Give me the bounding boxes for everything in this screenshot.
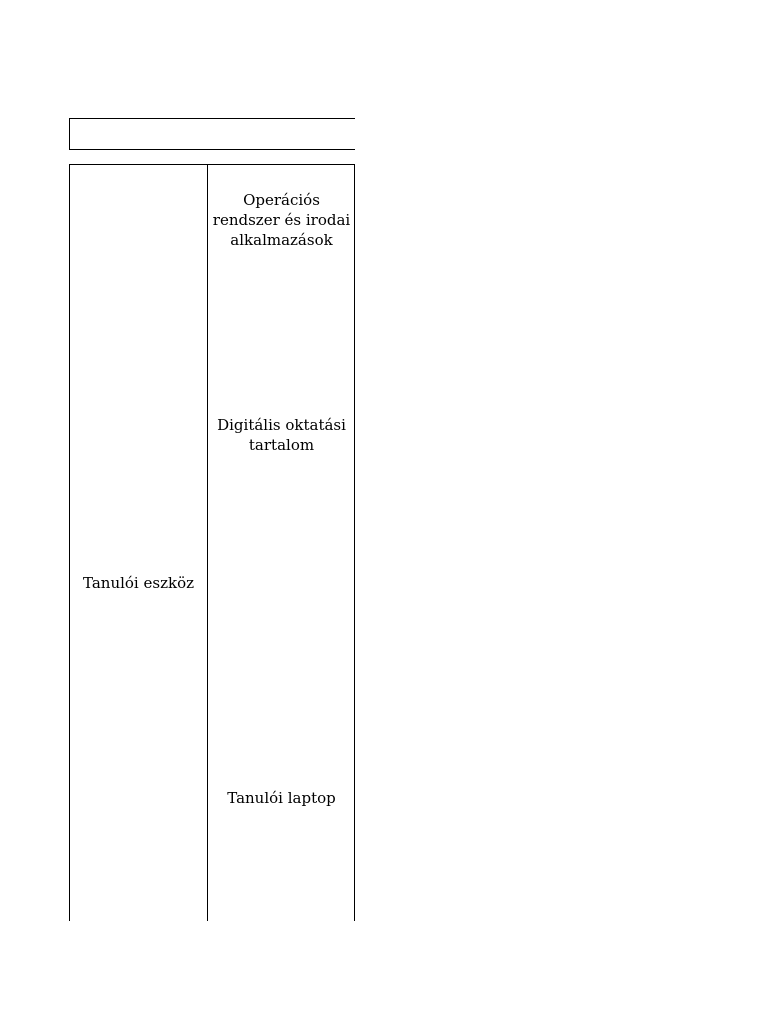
header-bar (69, 118, 355, 150)
item-label-digital-content: Digitális oktatási tartalom (217, 416, 346, 454)
component-table (69, 164, 355, 921)
category-cell-label: Tanulói eszköz (83, 574, 194, 592)
item-label-os-office: Operációs rendszer és irodai alkalmazások (212, 191, 351, 249)
item-label-student-laptop: Tanulói laptop (227, 789, 336, 807)
